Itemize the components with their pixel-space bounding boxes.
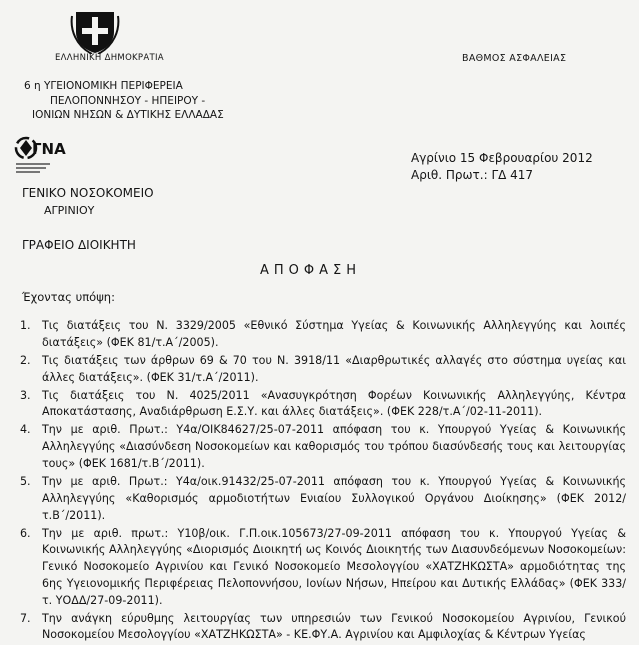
protocol-number: Αριθ. Πρωτ.: ΓΔ 417 [411, 168, 534, 182]
item-number: 7. [20, 611, 31, 625]
greek-coat-of-arms-icon [70, 8, 120, 54]
item-text: Την ανάγκη εύρυθμης λειτουργίας των υπηρεσιών των Γενικού Νοσοκομείου Αγρινίου, Γενικού Νοσοκομείου Μεσολογγίου «ΧΑΤΖΗΚΩΣΤΑ» - ΚΕ.ΦΥ.Α. Αγρινίου και Αμφιλοχίας & Κέντρων Υγείας [42, 611, 626, 642]
list-item [20, 474, 626, 524]
document-title: ΑΠΟΦΑΣΗ [260, 263, 362, 278]
logo-text: ΓΝΑ [32, 140, 66, 158]
health-region-line-1: 6 η ΥΓΕΙΟΝΟΜΙΚΗ ΠΕΡΙΦΕΡΕΙΑ [24, 80, 183, 92]
hospital-name: ΓΕΝΙΚΟ ΝΟΣΟΚΟΜΕΙΟ [22, 186, 154, 200]
item-text: Την με αριθ. Πρωτ.: Υ4α/οικ.91432/25-07-2011 απόφαση του κ. Υπουργού Υγείας & Κοινωνικής Αλληλεγγύης «Καθορισμός αρμοδιοτήτων Ενιαίου Συλλογικού Οργάνου Διοίκησης» (ΦΕΚ 2012/τ.Β΄/2011). [42, 474, 626, 522]
item-text: Τις διατάξεις των άρθρων 69 & 70 του Ν. 3918/11 «Διαρθρωτικές αλλαγές στο σύστημα υγείας και άλλες διατάξεις». (ΦΕΚ 31/τ.Α΄/2011). [42, 353, 626, 384]
list-item [20, 422, 626, 472]
country-name: ΕΛΛΗΝΙΚΗ ΔΗΜΟΚΡΑΤΙΑ [55, 53, 164, 63]
item-text: Τις διατάξεις του Ν. 3329/2005 «Εθνικό Σύστημα Υγείας & Κοινωνικής Αλληλεγγύης και λοιπές διατάξεις» (ΦΕΚ 81/τ.Α΄/2005). [42, 319, 626, 349]
item-number: 1. [20, 319, 31, 332]
security-level-label: ΒΑΘΜΟΣ ΑΣΦΑΛΕΙΑΣ [462, 53, 567, 64]
document-intro: Έχοντας υπόψη: [22, 290, 115, 304]
list-item [20, 611, 626, 645]
item-text: Τις διατάξεις του Ν. 4025/2011 «Ανασυγκρότηση Φορέων Κοινωνικής Αλληλεγγύης, Κέντρα Αποκατάστασης, Αναδιάρθρωση Ε.Σ.Υ. και άλλες διατάξεις». (ΦΕΚ 228/τ.Α΄/02-11-2011). [42, 388, 626, 419]
item-number: 5. [20, 474, 31, 488]
list-item [20, 353, 626, 387]
item-text: Την με αριθ. Πρωτ.: Υ4α/ΟΙΚ84627/25-07-2011 απόφαση του κ. Υπουργού Υγείας & Κοινωνικής Αλληλεγγύης «Διασύνδεση Νοσοκομείων και καθορισμός του τρόπου διασύνδεσής τους και λειτουργίας τους» (ΦΕΚ 1681/τ.Β΄/2011). [42, 423, 626, 470]
health-region-line-3: ΙΟΝΙΩΝ ΝΗΣΩΝ & ΔΥΤΙΚΗΣ ΕΛΛΑΔΑΣ [32, 109, 224, 121]
hospital-city: ΑΓΡΙΝΙΟΥ [44, 204, 95, 217]
office-name: ΓΡΑΦΕΙΟ ΔΙΟΙΚΗΤΗ [22, 238, 136, 252]
considerations-list [20, 318, 626, 645]
list-item [20, 526, 626, 610]
item-number: 3. [20, 388, 31, 402]
item-number: 6. [20, 526, 31, 540]
health-region-line-2: ΠΕΛΟΠΟΝΝΗΣΟΥ - ΗΠΕΙΡΟΥ - [50, 95, 206, 107]
list-item [20, 318, 626, 352]
document-date: Αγρίνιο 15 Φεβρουαρίου 2012 [411, 151, 593, 165]
item-number: 4. [20, 423, 31, 437]
item-text: Την με αριθ. πρωτ.: Υ10β/οικ. Γ.Π.οικ.105673/27-09-2011 απόφαση του κ. Υπουργού Υγείας & Κοινωνικής Αλληλεγγύης «Διορισμός Διοικητή ως Κοινός Διοικητής των Διασυνδεόμενων Νοσοκομείων: Γενικό Νοσοκομείο Αγρινίου και Γενικό Νοσοκομείο Μεσολογγίου «ΧΑΤΖΗΚΩΣΤΑ» αρμοδιότητας της 6ης Υγειονομικής Περιφέρειας Πελοποννήσου, Ιονίων Νήσων, Ηπείρου και Δυτικής Ελλάδας» (ΦΕΚ 333/τ. ΥΟΔΔ/27-09-2011). [42, 526, 626, 607]
item-number: 2. [20, 353, 31, 367]
list-item [20, 388, 626, 422]
hospital-logo [12, 132, 84, 176]
